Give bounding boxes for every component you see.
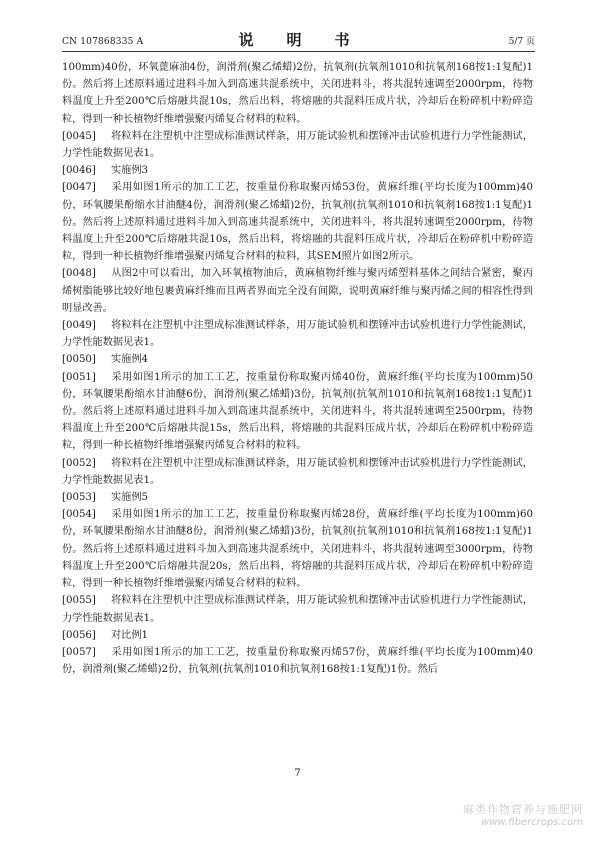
section-heading [62,489,533,506]
paragraph-number: [0057] [62,646,96,658]
paragraph [62,179,533,265]
watermark-url: www.fibercrops.com [481,817,583,828]
paragraph-number: [0049] [62,320,96,332]
paragraph-number: [0052] [62,457,96,469]
paragraph [62,369,533,455]
document-body [62,59,533,678]
paragraph-text: 采用如图1所示的加工工艺，按重量份称取聚丙烯40份，黄麻纤维(平均长度为100mm)50份，环氧腰果酚缩水甘油醚6份，润滑剂(聚乙烯蜡)3份，抗氧剂(抗氧剂1010和抗氧剂168按1:1复配)1份。然后将上述原料通过进料斗加入到高速共混系统中，关闭进料斗，将共混转速调至2500rpm，待物料温度上升至200℃后熔融共混15s，然后出料，将熔融的共混料压成片状，冷却后在粉碎机中粉碎造粒，得到一种长植物纤维增强聚丙烯复合材料的粒料。 [62,371,533,452]
paragraph-number: [0048] [62,268,96,280]
section-heading [62,162,533,179]
paragraph-number: [0053] [62,492,96,504]
paragraph [62,317,533,351]
heading-text: 对比例1 [111,629,149,641]
paragraph-number: [0046] [62,165,96,177]
paragraph-number: [0045] [62,130,96,142]
paragraph-text: 将粒料在注塑机中注塑成标准测试样条，用万能试验机和摆锤冲击试验机进行力学性能测试，力学性能数据见表1。 [62,130,533,160]
continued-paragraph: 100mm)40份，环氧蓖麻油4份，润滑剂(聚乙烯蜡)2份，抗氧剂(抗氧剂1010和抗氧剂168按1:1复配)1份。然后将上述原料通过进料斗加入到高速共混系统中，关闭进料斗，将共混转速调至2000rpm，待物料温度上升至200℃后熔融共混10s，然后出料，将熔融的共混料压成片状，冷却后在粉碎机中粉碎造粒，得到一种长植物纤维增强聚丙烯复合材料的粒料。 [62,62,533,125]
paragraph [62,265,533,317]
paragraph [62,644,533,678]
paragraph-text: 将粒料在注塑机中注塑成标准测试样条，用万能试验机和摆锤冲击试验机进行力学性能测试，力学性能数据见表1。 [62,320,533,349]
paragraph-text: 将粒料在注塑机中注塑成标准测试样条，用万能试验机和摆锤冲击试验机进行力学性能测试，力学性能数据见表1。 [62,595,533,624]
paragraph [62,592,533,626]
paragraph-text: 采用如图1所示的加工工艺，按重量份称取聚丙烯57份，黄麻纤维(平均长度为100mm)40份，润滑剂(聚乙烯蜡)2份，抗氧剂(抗氧剂1010和抗氧剂168按1:1复配)1份。然后 [62,646,533,676]
page-reference: 5/7 页 [508,37,535,47]
paragraph-number: [0054] [62,509,96,521]
paragraph [62,455,533,489]
paragraph [62,128,533,162]
document-title: 说 明 书 [238,31,359,49]
heading-text: 实施例4 [111,354,149,366]
patent-number: CN 107868335 A [62,37,144,47]
paragraph-number: [0051] [62,371,96,383]
watermark-text: 麻类作物营养与施肥网 [463,803,583,816]
section-heading [62,351,533,368]
paragraph-text: 采用如图1所示的加工工艺，按重量份称取聚丙烯53份，黄麻纤维(平均长度为100mm)40份，环氧腰果酚缩水甘油醚4份，润滑剂(聚乙烯蜡)2份，抗氧剂(抗氧剂1010和抗氧剂168按1:1复配)1份。然后将上述原料通过进料斗加入到高速共混系统中，关闭进料斗，将共混转速调至2000rpm，待物料温度上升至200℃后熔融共混10s，然后出料，将熔融的共混料压成片状，冷却后在粉碎机中粉碎造粒，得到一种长植物纤维增强聚丙烯复合材料的粒料，其SEM照片如图2所示。 [62,182,533,263]
watermark [463,801,583,828]
heading-text: 实施例3 [111,165,149,177]
page-header [62,28,535,52]
paragraph-list [62,128,533,679]
paragraph-text: 将粒料在注塑机中注塑成标准测试样条，用万能试验机和摆锤冲击试验机进行力学性能测试，力学性能数据见表1。 [62,457,533,486]
paragraph-text: 从图2中可以看出，加入环氧植物油后，黄麻植物纤维与聚丙烯塑料基体之间结合紧密，聚丙烯树脂能够比较好地包裹黄麻纤维而且两者界面完全没有间隙，说明黄麻纤维与聚丙烯之间的相容性得到明显改善。 [62,268,533,314]
paragraph-number: [0047] [62,182,96,194]
paragraph-text: 采用如图1所示的加工工艺，按重量份称取聚丙烯28份，黄麻纤维(平均长度为100mm)60份，环氧腰果酚缩水甘油醚8份，润滑剂(聚乙烯蜡)3份，抗氧剂(抗氧剂1010和抗氧剂168按1:1复配)1份。然后将上述原料通过进料斗加入到高速共混系统中，关闭进料斗，将共混转速调至3000rpm，待物料温度上升至200℃后熔融共混20s，然后出料，将熔融的共混料压成片状，冷却后在粉碎机中粉碎造粒，得到一种长植物纤维增强聚丙烯复合材料的粒料。 [62,509,533,590]
heading-text: 实施例5 [111,492,149,504]
section-heading [62,627,533,644]
paragraph [62,506,533,592]
header-rule [62,51,535,52]
paragraph-number: [0056] [62,629,96,641]
page-number: 7 [294,768,301,779]
paragraph-number: [0055] [62,595,96,607]
paragraph-number: [0050] [62,354,96,366]
